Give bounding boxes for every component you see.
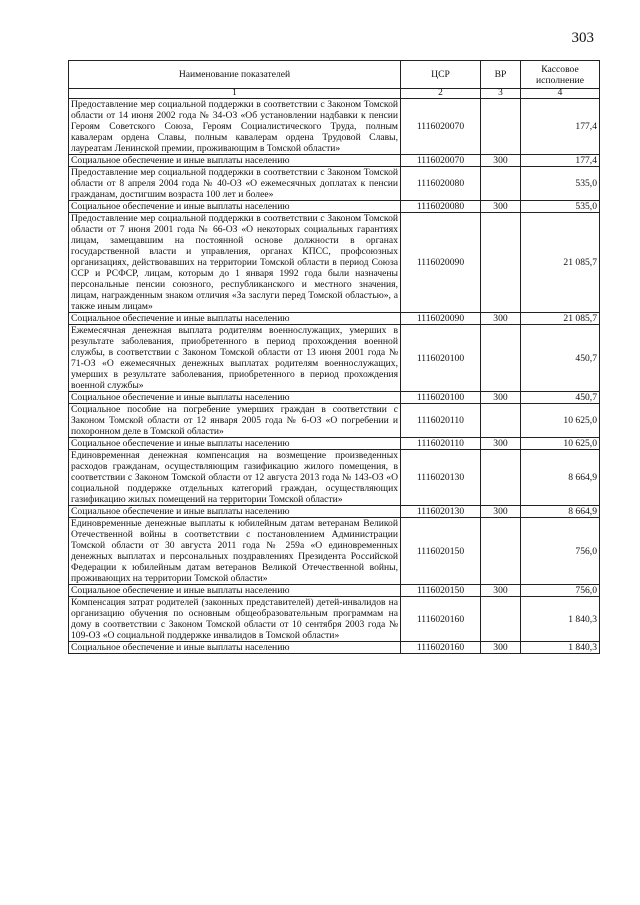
row-name: Социальное обеспечение и иные выплаты населению: [69, 392, 401, 404]
row-amount: 756,0: [521, 518, 600, 585]
row-name: Социальное обеспечение и иные выплаты населению: [69, 585, 401, 597]
row-vr: [481, 597, 521, 642]
budget-table: [68, 60, 600, 654]
row-csr: 1116020080: [401, 201, 481, 213]
table-row: [69, 213, 600, 313]
table-row: [69, 392, 600, 404]
row-vr: 300: [481, 506, 521, 518]
table-row: [69, 642, 600, 654]
row-name: Единовременная денежная компенсация на возмещение произведенных расходов гражданам, осуществляющим газификацию жилого помещения, в соответствии с Законом Томской области от 12 августа 2013 года № 143-ОЗ «О социальной поддержке отдельных категорий граждан, осуществляющих газификацию жилых помещений на территории Томской области»: [69, 450, 401, 506]
row-name: Предоставление мер социальной поддержки в соответствии с Законом Томской области от 14 июня 2002 года № 34-ОЗ «Об установлении надбавки к пенсии Героям Советского Союза, Героям Социалистического Труда, полным кавалерам ордена Славы, полным кавалерам ордена Трудовой Славы, лауреатам Ленинской премии, проживающим в Томской области»: [69, 99, 401, 155]
row-amount: 535,0: [521, 201, 600, 213]
column-number: 1: [69, 89, 401, 99]
row-csr: 1116020100: [401, 392, 481, 404]
row-name: Единовременные денежные выплаты к юбилейным датам ветеранам Великой Отечественной войны в соответствии с постановлением Администрации Томской области от 30 августа 2011 года № 259а «О единовременных денежных выплатах и персональных поздравлениях Президента Российской Федерации к юбилейным датам ветеранов Великой Отечественной войны, проживающих на территории Томской области»: [69, 518, 401, 585]
row-amount: 450,7: [521, 392, 600, 404]
row-name: Социальное обеспечение и иные выплаты населению: [69, 438, 401, 450]
row-amount: 756,0: [521, 585, 600, 597]
row-csr: 1116020070: [401, 155, 481, 167]
row-name: Социальное пособие на погребение умерших граждан в соответствии с Законом Томской области от 12 января 2005 года № 6-ОЗ «О погребении и похоронном деле в Томской области»: [69, 404, 401, 438]
table-row: [69, 404, 600, 438]
row-vr: [481, 518, 521, 585]
row-amount: 177,4: [521, 155, 600, 167]
row-name: Социальное обеспечение и иные выплаты населению: [69, 313, 401, 325]
row-csr: 1116020160: [401, 642, 481, 654]
row-vr: 300: [481, 313, 521, 325]
table-row: [69, 597, 600, 642]
row-vr: [481, 450, 521, 506]
row-name: Социальное обеспечение и иные выплаты населению: [69, 201, 401, 213]
row-amount: 535,0: [521, 167, 600, 201]
row-vr: 300: [481, 392, 521, 404]
column-number-row: [69, 89, 600, 99]
row-amount: 8 664,9: [521, 450, 600, 506]
table-row: [69, 313, 600, 325]
table-row: [69, 155, 600, 167]
row-amount: 21 085,7: [521, 213, 600, 313]
row-csr: 1116020130: [401, 450, 481, 506]
row-vr: 300: [481, 438, 521, 450]
row-vr: 300: [481, 585, 521, 597]
table-row: [69, 518, 600, 585]
column-number: 3: [481, 89, 521, 99]
table-row: [69, 438, 600, 450]
row-vr: 300: [481, 201, 521, 213]
row-vr: [481, 167, 521, 201]
row-csr: 1116020090: [401, 213, 481, 313]
row-amount: 21 085,7: [521, 313, 600, 325]
row-vr: [481, 213, 521, 313]
row-vr: [481, 404, 521, 438]
header-name: Наименование показателей: [69, 61, 401, 89]
table-row: [69, 201, 600, 213]
row-csr: 1116020070: [401, 99, 481, 155]
header-amount: Кассовое исполнение: [521, 61, 600, 89]
row-csr: 1116020150: [401, 585, 481, 597]
row-csr: 1116020160: [401, 597, 481, 642]
row-csr: 1116020080: [401, 167, 481, 201]
table-row: [69, 99, 600, 155]
row-amount: 10 625,0: [521, 438, 600, 450]
table-row: [69, 325, 600, 392]
row-name: Ежемесячная денежная выплата родителям военнослужащих, умерших в результате заболевания, приобретенного в период прохождения военной службы, в соответствии с Законом Томской области от 13 июня 2001 года № 71-ОЗ «О ежемесячных денежных выплатах родителям военнослужащих, умерших в результате заболевания, приобретенного в период прохождения военной службы»: [69, 325, 401, 392]
row-amount: 177,4: [521, 99, 600, 155]
header-row: [69, 61, 600, 89]
row-name: Социальное обеспечение и иные выплаты населению: [69, 155, 401, 167]
row-csr: 1116020130: [401, 506, 481, 518]
column-number: 4: [521, 89, 600, 99]
row-name: Предоставление мер социальной поддержки в соответствии с Законом Томской области от 8 апреля 2004 года № 40-ОЗ «О ежемесячных доплатах к пенсии гражданам, достигшим возраста 100 лет и более»: [69, 167, 401, 201]
table-row: [69, 506, 600, 518]
row-csr: 1116020090: [401, 313, 481, 325]
row-csr: 1116020100: [401, 325, 481, 392]
row-name: Социальное обеспечение и иные выплаты населению: [69, 506, 401, 518]
row-amount: 10 625,0: [521, 404, 600, 438]
row-vr: [481, 99, 521, 155]
row-csr: 1116020110: [401, 438, 481, 450]
row-name: Предоставление мер социальной поддержки в соответствии с Законом Томской области от 7 июня 2001 года № 66-ОЗ «О некоторых социальных гарантиях лицам, замещавшим на постоянной основе должности в органах государственной власти и управления, органах КПСС, профсоюзных организациях, действовавших на территории Томской области в период Союза ССР и РСФСР, лицам, которым до 1 января 1992 года были назначены персональные пенсии союзного, республиканского и местного значения, лицам, награжденным знаком отличия «За заслуги перед Томской областью», а также иным лицам»: [69, 213, 401, 313]
table-row: [69, 450, 600, 506]
row-amount: 1 840,3: [521, 597, 600, 642]
header-vr: ВР: [481, 61, 521, 89]
table-row: [69, 167, 600, 201]
page-number: 303: [571, 30, 594, 46]
row-csr: 1116020110: [401, 404, 481, 438]
row-csr: 1116020150: [401, 518, 481, 585]
row-name: Компенсация затрат родителей (законных представителей) детей-инвалидов на организацию обучения по основным общеобразовательным программам на дому в соответствии с Законом Томской области от 10 сентября 2003 года № 109-ОЗ «О социальной поддержке инвалидов в Томской области»: [69, 597, 401, 642]
row-amount: 450,7: [521, 325, 600, 392]
header-csr: ЦСР: [401, 61, 481, 89]
row-vr: 300: [481, 642, 521, 654]
column-number: 2: [401, 89, 481, 99]
row-amount: 8 664,9: [521, 506, 600, 518]
row-vr: [481, 325, 521, 392]
row-vr: 300: [481, 155, 521, 167]
table-row: [69, 585, 600, 597]
row-amount: 1 840,3: [521, 642, 600, 654]
table-body: [69, 99, 600, 654]
row-name: Социальное обеспечение и иные выплаты населению: [69, 642, 401, 654]
